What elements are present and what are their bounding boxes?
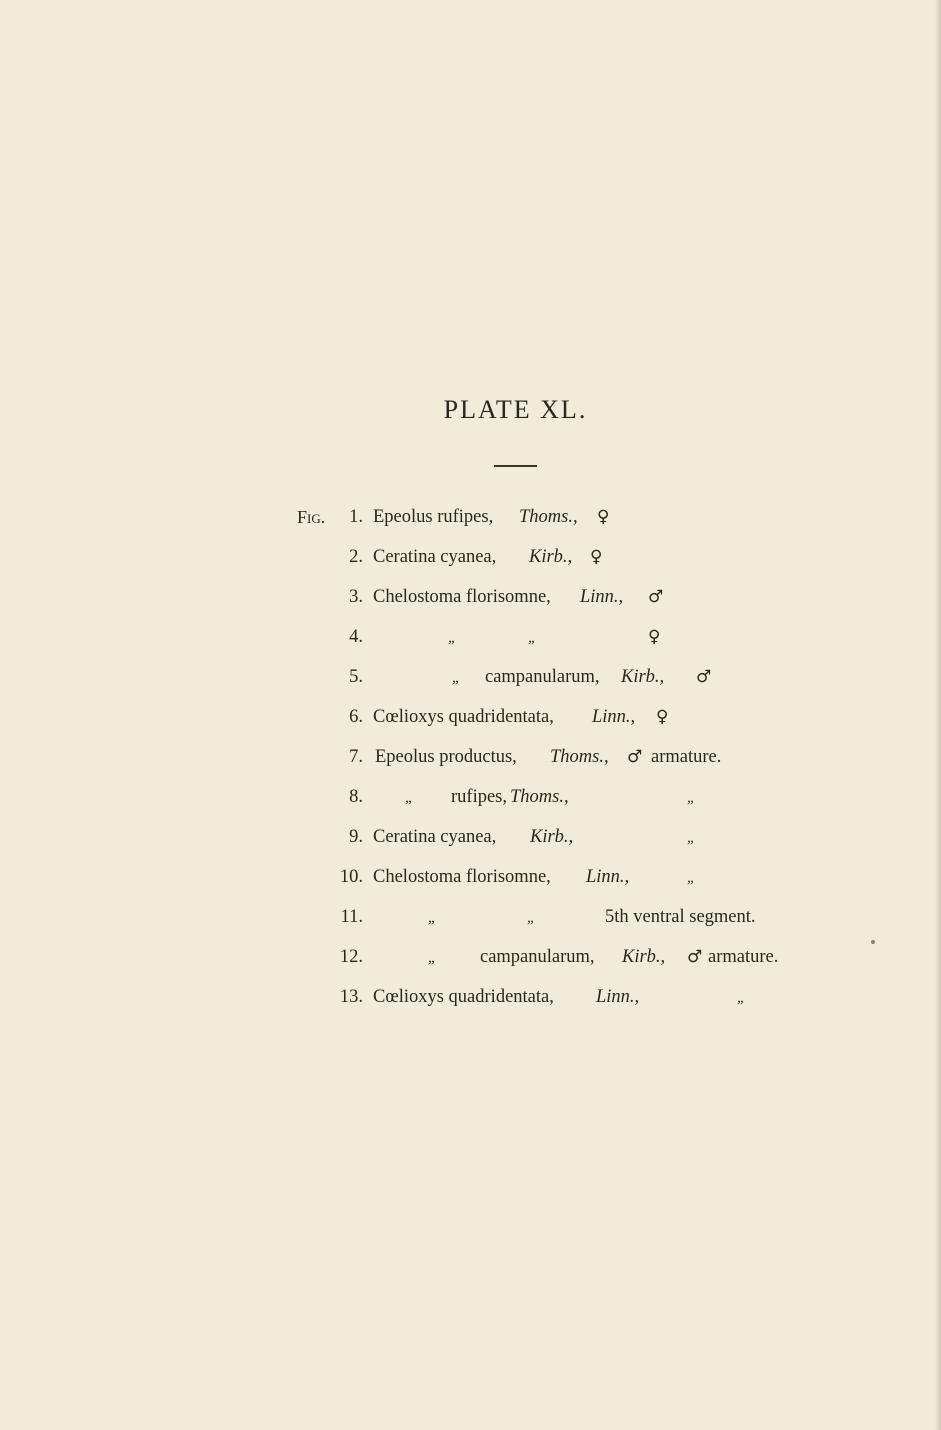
page-edge-shadow <box>935 0 941 1430</box>
figure-number: 13. <box>339 987 363 1007</box>
species-name: rufipes, <box>451 787 507 807</box>
figure-number: 8. <box>349 787 363 807</box>
author-name: Linn., <box>592 707 636 727</box>
figure-row-4 <box>0 627 941 657</box>
ditto-mark: „ <box>428 910 437 926</box>
species-name: Epeolus productus, <box>375 747 517 767</box>
note-text: 5th ventral segment. <box>605 907 756 927</box>
male-symbol: ♂ <box>627 747 643 767</box>
figure-row-12 <box>0 947 941 977</box>
species-name: Cœlioxys quadridentata, <box>373 987 554 1007</box>
figure-number: 6. <box>349 707 363 727</box>
figure-row-3 <box>0 587 941 617</box>
species-name: campanularum, <box>480 947 595 967</box>
species-name: Cœlioxys quadridentata, <box>373 707 554 727</box>
species-name: Ceratina cyanea, <box>373 547 497 567</box>
figure-row-9 <box>0 827 941 857</box>
paper-speck <box>871 940 875 944</box>
figure-number: 1. <box>349 507 363 527</box>
ditto-mark: „ <box>448 630 457 646</box>
species-name: Epeolus rufipes, <box>373 507 494 527</box>
author-name: Kirb., <box>530 827 574 847</box>
species-name: Ceratina cyanea, <box>373 827 497 847</box>
ditto-mark: „ <box>452 670 461 686</box>
figure-row-1 <box>0 507 941 537</box>
figure-row-2 <box>0 547 941 577</box>
author-name: Linn., <box>596 987 640 1007</box>
ditto-mark: „ <box>528 630 537 646</box>
figure-number: 10. <box>339 867 363 887</box>
figure-number: 5. <box>349 667 363 687</box>
author-name: Linn., <box>586 867 630 887</box>
ditto-mark: „ <box>687 870 696 886</box>
fig-label: Fig. <box>297 507 326 527</box>
species-name: Chelostoma florisomne, <box>373 587 551 607</box>
figure-row-10 <box>0 867 941 897</box>
figure-row-6 <box>0 707 941 737</box>
figure-number: 11. <box>340 907 363 927</box>
ditto-mark: „ <box>687 790 696 806</box>
author-name: Kirb., <box>621 667 665 687</box>
ditto-mark: „ <box>737 990 746 1006</box>
figure-row-8 <box>0 787 941 817</box>
female-symbol: ♀ <box>590 547 603 567</box>
figure-number: 3. <box>349 587 363 607</box>
species-name: Chelostoma florisomne, <box>373 867 551 887</box>
figure-row-11 <box>0 907 941 937</box>
author-name: Thoms., <box>550 747 609 767</box>
male-symbol: ♂ <box>696 667 712 687</box>
figure-number: 7. <box>349 747 363 767</box>
ditto-mark: „ <box>428 950 437 966</box>
author-name: Thoms., <box>510 787 569 807</box>
male-symbol: ♂ <box>687 947 703 967</box>
figure-number: 2. <box>349 547 363 567</box>
author-name: Thoms., <box>519 507 578 527</box>
female-symbol: ♀ <box>648 627 661 647</box>
title-rule <box>494 465 537 467</box>
plate-title: PLATE XL. <box>443 395 588 424</box>
note-text: armature. <box>708 947 779 967</box>
author-name: Linn., <box>580 587 624 607</box>
figure-number: 9. <box>349 827 363 847</box>
female-symbol: ♀ <box>656 707 669 727</box>
author-name: Kirb., <box>622 947 666 967</box>
ditto-mark: „ <box>405 790 414 806</box>
species-name: campanularum, <box>485 667 600 687</box>
author-name: Kirb., <box>529 547 573 567</box>
ditto-mark: „ <box>527 910 536 926</box>
figure-number: 4. <box>349 627 363 647</box>
figure-row-7 <box>0 747 941 777</box>
figure-row-5 <box>0 667 941 697</box>
figure-number: 12. <box>339 947 363 967</box>
ditto-mark: „ <box>687 830 696 846</box>
note-text: armature. <box>651 747 722 767</box>
female-symbol: ♀ <box>597 507 610 527</box>
male-symbol: ♂ <box>648 587 664 607</box>
figure-row-13 <box>0 987 941 1017</box>
